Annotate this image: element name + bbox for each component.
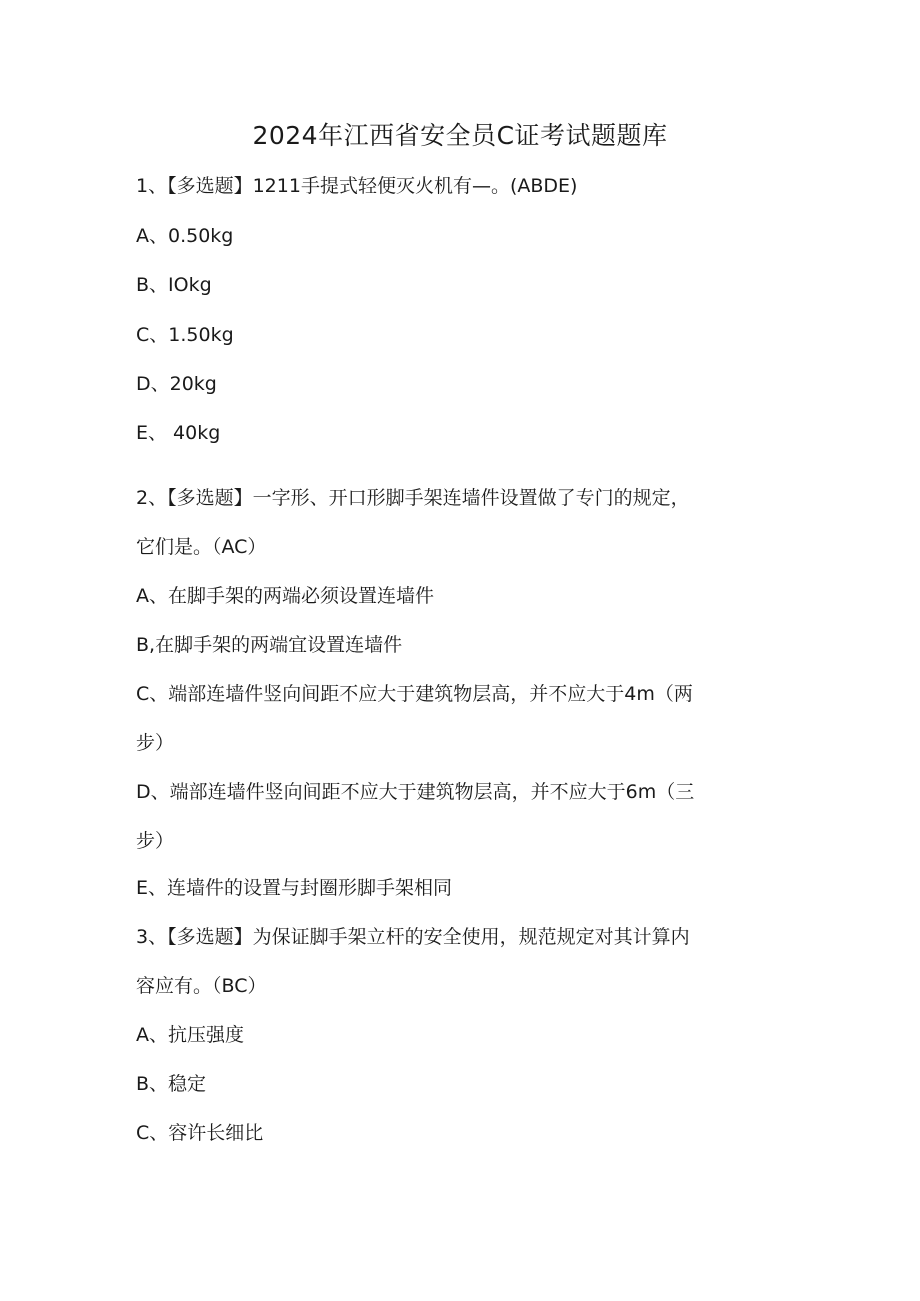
question-2-option-d-line-2: 步） — [136, 830, 175, 852]
question-1-option-d: D、20kg — [136, 373, 217, 395]
question-3-option-a: A、抗压强度 — [136, 1024, 244, 1046]
question-2-option-a: A、在脚手架的两端必须设置连墙件 — [136, 585, 434, 607]
question-2-stem-line-2: 它们是。（AC） — [136, 536, 267, 558]
question-3-option-c: C、容许长细比 — [136, 1122, 264, 1144]
question-2-option-b: B,在脚手架的两端宜设置连墙件 — [136, 634, 403, 656]
question-2-option-d-line-1: D、端部连墙件竖向间距不应大于建筑物层高，并不应大于6m（三 — [136, 781, 695, 803]
question-2-stem-line-1: 2、【多选题】一字形、开口形脚手架连墙件设置做了专门的规定， — [136, 487, 690, 509]
document-title: 2024年江西省安全员C证考试题题库 — [252, 121, 668, 150]
question-1-option-a: A、0.50kg — [136, 225, 234, 247]
question-2-option-c-line-1: C、端部连墙件竖向间距不应大于建筑物层高，并不应大于4m（两 — [136, 683, 693, 705]
question-2-option-e: E、连墙件的设置与封圈形脚手架相同 — [136, 877, 453, 899]
question-1-option-e: E、 40kg — [136, 422, 221, 444]
question-2-option-c-line-2: 步） — [136, 732, 175, 754]
question-3-stem-line-2: 容应有。（BC） — [136, 975, 267, 997]
question-1-option-b: B、IOkg — [136, 274, 212, 296]
question-1-option-c: C、1.50kg — [136, 324, 234, 346]
question-1-stem: 1、【多选题】1211手提式轻便灭火机有—。(ABDE) — [136, 175, 578, 197]
question-3-stem-line-1: 3、【多选题】为保证脚手架立杆的安全使用，规范规定对其计算内 — [136, 926, 690, 948]
question-3-option-b: B、稳定 — [136, 1073, 207, 1095]
